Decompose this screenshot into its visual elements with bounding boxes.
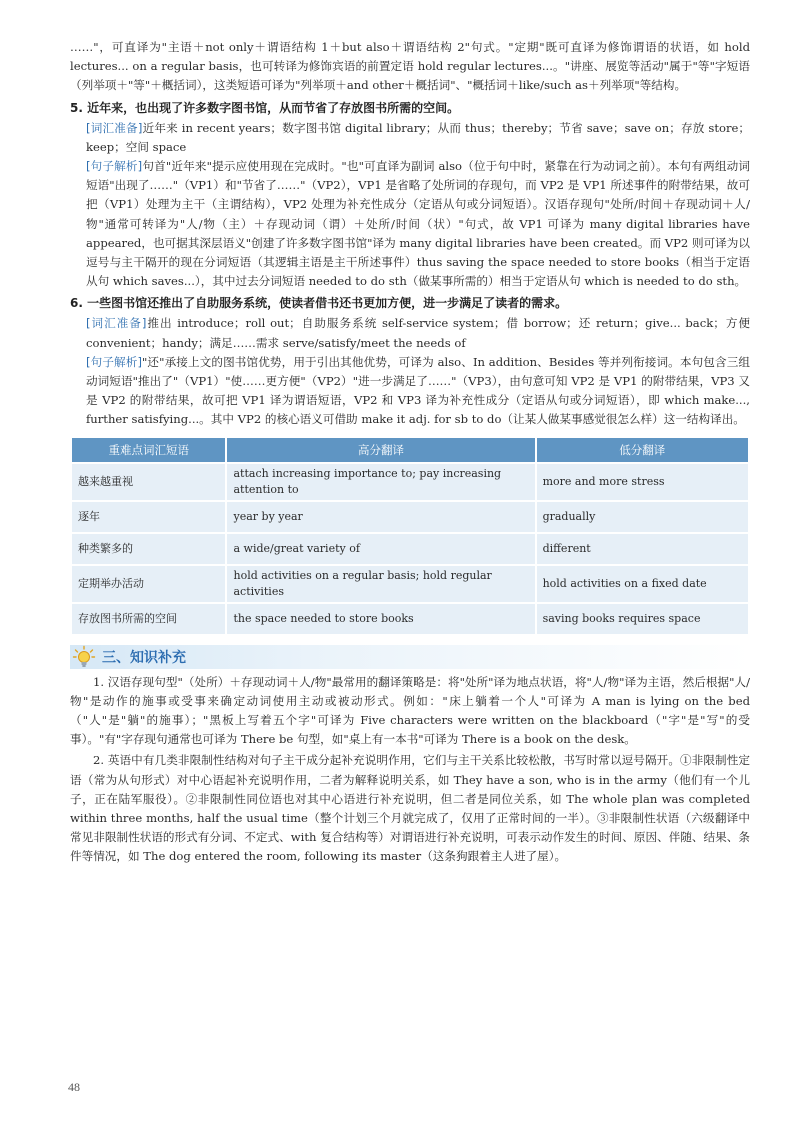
section-header xyxy=(70,645,750,669)
table-row xyxy=(71,501,749,533)
item5-analysis xyxy=(70,157,750,291)
table-cell-term: 存放图书所需的空间 xyxy=(71,603,226,635)
section-header-bar xyxy=(70,645,750,669)
table-cell-low: hold activities on a fixed date xyxy=(536,565,749,603)
table-cell-high: attach increasing importance to; pay increasing attention to xyxy=(226,463,535,501)
analysis-tag: [句子解析] xyxy=(86,159,143,174)
vocab-tag: [词汇准备] xyxy=(86,120,143,135)
table-cell-high: hold activities on a regular basis; hold regular activities xyxy=(226,565,535,603)
table-row xyxy=(71,603,749,635)
item5-analysis-text: 句首"近年来"提示应使用现在完成时。"也"可直译为副词 also（位于句中时，紧靠在行为动词之前）。本句有两组动词短语"出现了……"（VP1）和"节省了……"（VP2），VP1 是省略了处所词的存现句，而 VP2 是 VP1 所述事件的附带结果，故可把（VP1）处理为主干（主谓结构），VP2 处理为补充性成分（定语从句或分词短语）。汉语存现句"处所/时间＋存现动词＋人/物"通常可转译为"人/物（主）＋存现动词（谓）＋处所/时间（状）"句式，故 VP1 可译为 many digital libraries have appeared，也可据其深层语义"创建了许多数字图书馆"译为 many digital libraries have been created。而 VP2 则可译为以逗号与主干隔开的现在分词短语（其逻辑主语是主干所述事件）thus saving the space needed to store books（相当于定语从句 which saves...），其中过去分词短语 needed to do sth（做某事所需的）相当于定语从句 which is needed to do sth。 xyxy=(86,159,750,289)
item6-vocab-text: 推出 introduce；roll out；自助服务系统 self-service system；借 borrow；还 return；give... back；方便 convenient；handy；满足……需求 serve/satisfy/meet the needs of xyxy=(86,316,751,350)
table-cell-low: gradually xyxy=(536,501,749,533)
table-header-cell: 高分翻译 xyxy=(226,437,535,463)
item6-analysis-text: "还"承接上文的图书馆优势，用于引出其他优势，可译为 also、In addition、Besides 等并列衔接词。本句包含三组动词短语"推出了"（VP1）"使……更方便"（VP2）"进一步满足了……"（VP3），由句意可知 VP2 是 VP1 的附带结果，VP3 又是 VP2 的附带结果，故可把 VP1 译为谓语短语，VP2 和 VP3 译为补充性成分（定语从句或分词短语），即 which make..., further satisfying...。其中 VP2 的核心语义可借助 make it adj. for sb to do（让某人做某事感觉很怎么样）这一结构译出。 xyxy=(86,354,751,427)
table-header-cell: 低分翻译 xyxy=(536,437,749,463)
page-content xyxy=(70,38,750,867)
item6-title: 6. 一些图书馆还推出了自助服务系统，使读者借书还书更加方便，进一步满足了读者的需求。 xyxy=(70,296,568,311)
table-cell-low: different xyxy=(536,533,749,565)
table-cell-low: saving books requires space xyxy=(536,603,749,635)
intro-paragraph: ……"，可直译为"主语＋not only＋谓语结构 1＋but also＋谓语结构 2"句式。"定期"既可直译为修饰谓语的状语，如 hold lectures... on a regular basis，也可转译为修饰宾语的前置定语 hold regular lectures...。"讲座、展览等活动"属于"等"字短语（列举项＋"等"＋概括词），这类短语可译为"列举项＋and other＋概括词"、"概括词＋like/such as＋列举项"等结构。 xyxy=(70,40,750,93)
table-row xyxy=(71,463,749,501)
knowledge-paragraph-1: 1. 汉语存现句型"（处所）＋存现动词＋人/物"最常用的翻译策略是：将"处所"译为地点状语，将"人/物"译为主语，然后根据"人/物"是动作的施事或受事来确定动词使用主动或被动形式。例如："床上躺着一个人"可译为 A man is lying on the bed（"人"是"躺"的施事）；"黑板上写着五个字"可译为 Five characters were written on the blackboard（"字"是"写"的受事）。"有"字存现句通常也可译为 There be 句型，如"桌上有一本书"可译为 There is a book on the desk。 xyxy=(70,674,750,747)
vocab-table xyxy=(70,436,750,636)
page-number: 48 xyxy=(68,1080,80,1094)
section-title: 三、知识补充 xyxy=(102,649,186,666)
analysis-tag: [句子解析] xyxy=(86,354,142,369)
table-row xyxy=(71,565,749,603)
table-cell-high: the space needed to store books xyxy=(226,603,535,635)
item5-vocab-text: 近年来 in recent years；数字图书馆 digital library；从而 thus；thereby；节省 save；save on；存放 store；keep；空间 space xyxy=(86,120,750,154)
item5-title: 5. 近年来，也出现了许多数字图书馆，从而节省了存放图书所需的空间。 xyxy=(70,100,460,115)
table-header-cell: 重难点词汇短语 xyxy=(71,437,226,463)
item5-vocab xyxy=(70,119,750,157)
table-cell-low: more and more stress xyxy=(536,463,749,501)
table-cell-high: year by year xyxy=(226,501,535,533)
table-cell-term: 逐年 xyxy=(71,501,226,533)
knowledge-paragraph-2: 2. 英语中有几类非限制性结构对句子主干成分起补充说明作用，它们与主干关系比较松散，书写时常以逗号隔开。①非限制性定语（常为从句形式）对中心语起补充说明作用，二者为解释说明关系，如 They have a son, who is in the army（他们有一个儿子，正在陆军服役）。②非限制性同位语也对其中心语进行补充说明，但二者是同位关系，如 The whole plan was completed within three months, half the usual time（整个计划三个月就完成了，仅用了正常时间的一半）。③非限制性状语（六级翻译中常见非限制性状语的形式有分词、不定式、with 复合结构等）对谓语进行补充说明，可表示动作发生的时间、原因、伴随、结果、条件等情况，如 The dog entered the room, following its master（这条狗跟着主人进了屋）。 xyxy=(70,753,750,864)
table-row xyxy=(71,533,749,565)
item6-analysis xyxy=(70,353,750,430)
table-cell-term: 越来越重视 xyxy=(71,463,226,501)
item6-vocab xyxy=(70,314,750,352)
vocab-tag: [词汇准备] xyxy=(86,316,147,331)
table-cell-term: 定期举办活动 xyxy=(71,565,226,603)
table-cell-high: a wide/great variety of xyxy=(226,533,535,565)
table-cell-term: 种类繁多的 xyxy=(71,533,226,565)
lightbulb-icon xyxy=(72,645,96,669)
table-header-row xyxy=(71,437,749,463)
